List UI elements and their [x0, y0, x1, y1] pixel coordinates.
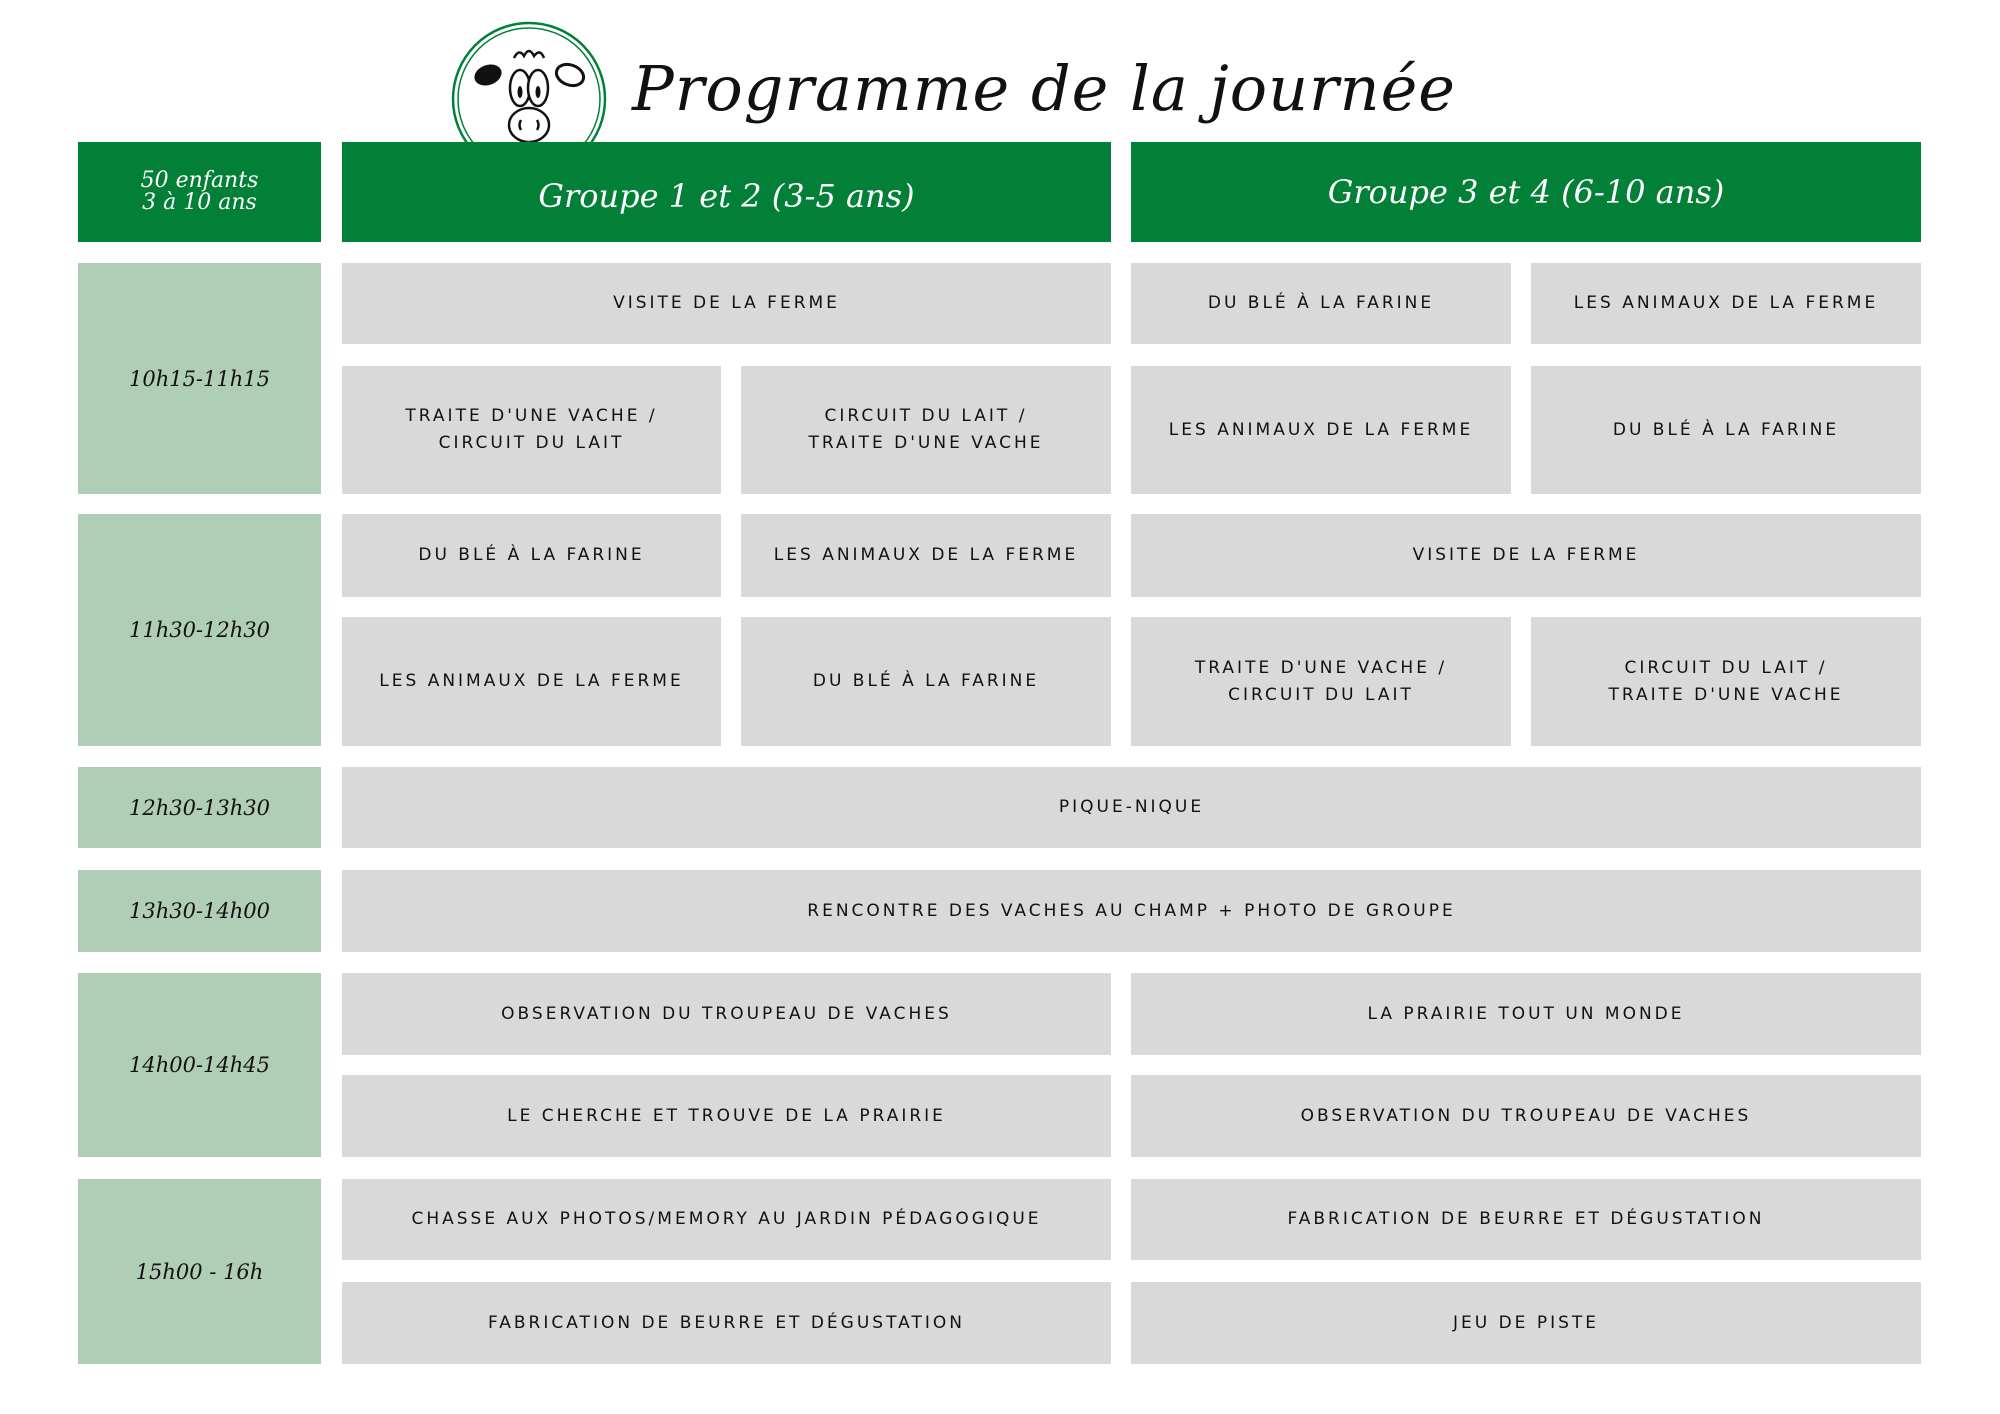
time-slot: 10h15-11h15: [78, 263, 321, 494]
activity-cell: LES ANIMAUX DE LA FERME: [342, 617, 721, 746]
activity-cell: OBSERVATION DU TROUPEAU DE VACHES: [1131, 1075, 1921, 1157]
activity-cell: DU BLÉ À LA FARINE: [1131, 263, 1511, 344]
activity-cell: RENCONTRE DES VACHES AU CHAMP + PHOTO DE GROUPE: [342, 870, 1921, 952]
header-group-1-2: Groupe 1 et 2 (3-5 ans): [342, 142, 1111, 242]
time-slot: 11h30-12h30: [78, 514, 321, 746]
header-corner: 50 enfants 3 à 10 ans: [78, 142, 321, 242]
time-slot: 13h30-14h00: [78, 870, 321, 952]
activity-cell: PIQUE-NIQUE: [342, 767, 1921, 848]
activity-cell: DU BLÉ À LA FARINE: [1531, 366, 1921, 494]
activity-cell: LES ANIMAUX DE LA FERME: [741, 514, 1111, 597]
activity-cell: CHASSE AUX PHOTOS/MEMORY AU JARDIN PÉDAGOGIQUE: [342, 1179, 1111, 1260]
activity-cell: FABRICATION DE BEURRE ET DÉGUSTATION: [342, 1282, 1111, 1364]
time-slot: 15h00 - 16h: [78, 1179, 321, 1364]
activity-cell: DU BLÉ À LA FARINE: [741, 617, 1111, 746]
activity-cell: CIRCUIT DU LAIT / TRAITE D'UNE VACHE: [1531, 617, 1921, 746]
activity-cell: LES ANIMAUX DE LA FERME: [1131, 366, 1511, 494]
activity-cell: VISITE DE LA FERME: [342, 263, 1111, 344]
time-slot: 14h00-14h45: [78, 973, 321, 1157]
activity-cell: OBSERVATION DU TROUPEAU DE VACHES: [342, 973, 1111, 1055]
activity-cell: TRAITE D'UNE VACHE / CIRCUIT DU LAIT: [342, 366, 721, 494]
activity-cell: LA PRAIRIE TOUT UN MONDE: [1131, 973, 1921, 1055]
activity-cell: DU BLÉ À LA FARINE: [342, 514, 721, 597]
activity-cell: LE CHERCHE ET TROUVE DE LA PRAIRIE: [342, 1075, 1111, 1157]
activity-cell: LES ANIMAUX DE LA FERME: [1531, 263, 1921, 344]
activity-cell: JEU DE PISTE: [1131, 1282, 1921, 1364]
header-group-3-4: Groupe 3 et 4 (6-10 ans): [1131, 142, 1921, 242]
page-title: Programme de la journée: [632, 52, 1456, 125]
activity-cell: FABRICATION DE BEURRE ET DÉGUSTATION: [1131, 1179, 1921, 1260]
activity-cell: CIRCUIT DU LAIT / TRAITE D'UNE VACHE: [741, 366, 1111, 494]
activity-cell: TRAITE D'UNE VACHE / CIRCUIT DU LAIT: [1131, 617, 1511, 746]
activity-cell: VISITE DE LA FERME: [1131, 514, 1921, 597]
time-slot: 12h30-13h30: [78, 767, 321, 848]
